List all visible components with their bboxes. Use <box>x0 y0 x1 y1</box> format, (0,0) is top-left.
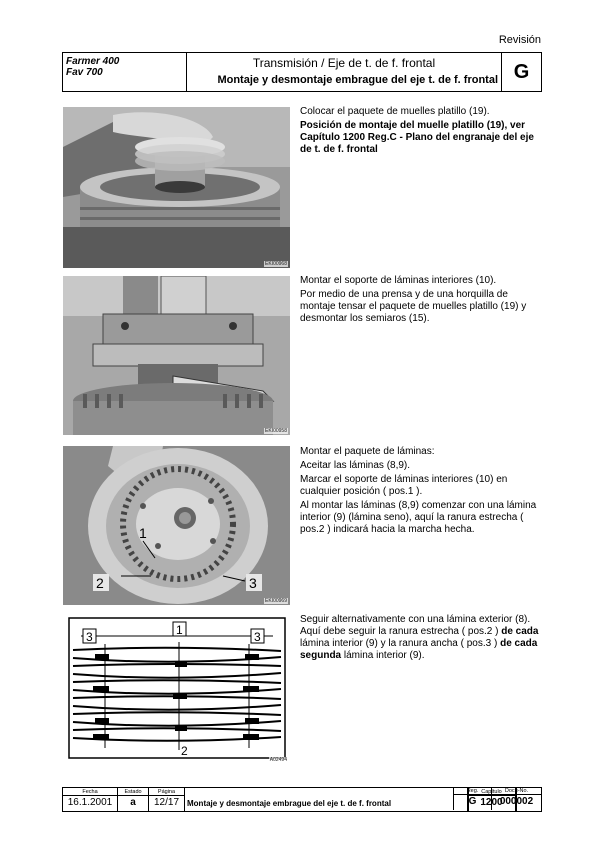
callout-label: 2 <box>181 744 188 758</box>
callout-label: 2 <box>96 575 104 591</box>
instruction: Marcar el soporte de láminas interiores (10) en cualquier posición ( pos.1 ). <box>300 474 508 497</box>
footer-spacer <box>516 788 517 811</box>
instruction: Montar el paquete de láminas: <box>300 446 435 457</box>
footer-chapter: 1200 <box>480 797 503 808</box>
footer-label: Reg. <box>454 787 491 795</box>
document-footer <box>62 787 542 812</box>
footer-label: Docu-No. <box>492 787 541 795</box>
callout-label: 1 <box>139 525 147 541</box>
step-2-text <box>300 275 540 327</box>
image-reference: EKI00969 <box>265 598 287 604</box>
figure-plate-sequence-diagram <box>63 614 290 764</box>
footer-date: 16.1.2001 <box>67 797 113 808</box>
photo-disc-spring-pack <box>63 107 290 268</box>
footer-page-cell <box>149 788 185 811</box>
figure-press-mounting <box>63 276 290 435</box>
image-reference: A02494 <box>269 757 287 763</box>
instruction-emphasis: de cada <box>501 626 539 637</box>
model-name: Fav 700 <box>66 67 103 78</box>
step-3-text <box>300 446 540 538</box>
figure-disc-pack <box>63 446 290 605</box>
model-name: Farmer 400 <box>66 56 120 67</box>
footer-label: Estado <box>118 788 148 796</box>
instruction: Al montar las láminas (8,9) comenzar con una lámina interior (9) (lámina seno), aquí la ranura estrecha ( pos.2 ) indicará hacia la marcha hecha. <box>300 500 537 535</box>
footer-page: 12/17 <box>153 797 180 808</box>
footer-status: a <box>130 797 136 808</box>
document-header <box>62 52 542 92</box>
instruction-part: lámina interior (9) y la ranura ancha ( pos.3 ) <box>300 638 501 649</box>
image-reference: EKI00958 <box>265 428 287 434</box>
header-titles <box>187 53 502 91</box>
instruction-emphasis: de cada segunda <box>300 638 538 661</box>
step-1-text <box>300 106 540 158</box>
revision-label: Revisión <box>498 34 541 46</box>
photo-press-mounting <box>63 276 290 435</box>
footer-label: Página <box>149 788 184 796</box>
footer-chapter-cell <box>468 788 516 811</box>
footer-label: Capítulo <box>468 788 515 796</box>
footer-label: Fecha <box>63 788 117 796</box>
image-reference: EKI00968 <box>265 261 287 267</box>
callout-label: 1 <box>176 623 183 637</box>
photo-disc-pack <box>63 446 290 605</box>
model-list <box>63 53 187 91</box>
diagram-plate-sequence <box>63 614 290 764</box>
instruction <box>300 614 540 662</box>
instruction-note: Posición de montaje del muelle platillo (19), ver Capítulo 1200 Reg.C - Plano del engranaje del eje de t. de f. frontal <box>300 120 534 155</box>
footer-status-cell <box>118 788 149 811</box>
page-title: Transmisión / Eje de t. de f. frontal <box>252 56 436 70</box>
instruction-part: lámina interior (9). <box>341 650 425 661</box>
footer-description: Montaje y desmontaje embrague del eje t. de f. frontal <box>185 788 468 811</box>
section-letter: G <box>513 60 530 83</box>
figure-disc-spring-pack <box>63 107 290 268</box>
step-4-text <box>300 614 540 664</box>
instruction: Aceitar las láminas (8,9). <box>300 460 411 471</box>
instruction: Colocar el paquete de muelles platillo (19). <box>300 106 490 117</box>
instruction: Por medio de una prensa y de una horquilla de montaje tensar el paquete de muelles platillo (19) y desmontar los semiaros (15). <box>300 289 527 324</box>
callout-label: 3 <box>249 575 257 591</box>
footer-doc: 000002 <box>499 796 534 807</box>
footer-date-cell <box>63 788 118 811</box>
page-subtitle: Montaje y desmontaje embrague del eje t. de f. frontal <box>217 74 498 86</box>
footer-reg: G <box>468 796 477 807</box>
instruction-part: Seguir alternativamente con una lámina exterior (8). Aquí debe seguir la ranura estrecha ( pos.2 ) <box>300 614 531 637</box>
instruction: Montar el soporte de láminas interiores (10). <box>300 275 497 286</box>
callout-label: 3 <box>86 630 93 644</box>
callout-label: 3 <box>254 630 261 644</box>
